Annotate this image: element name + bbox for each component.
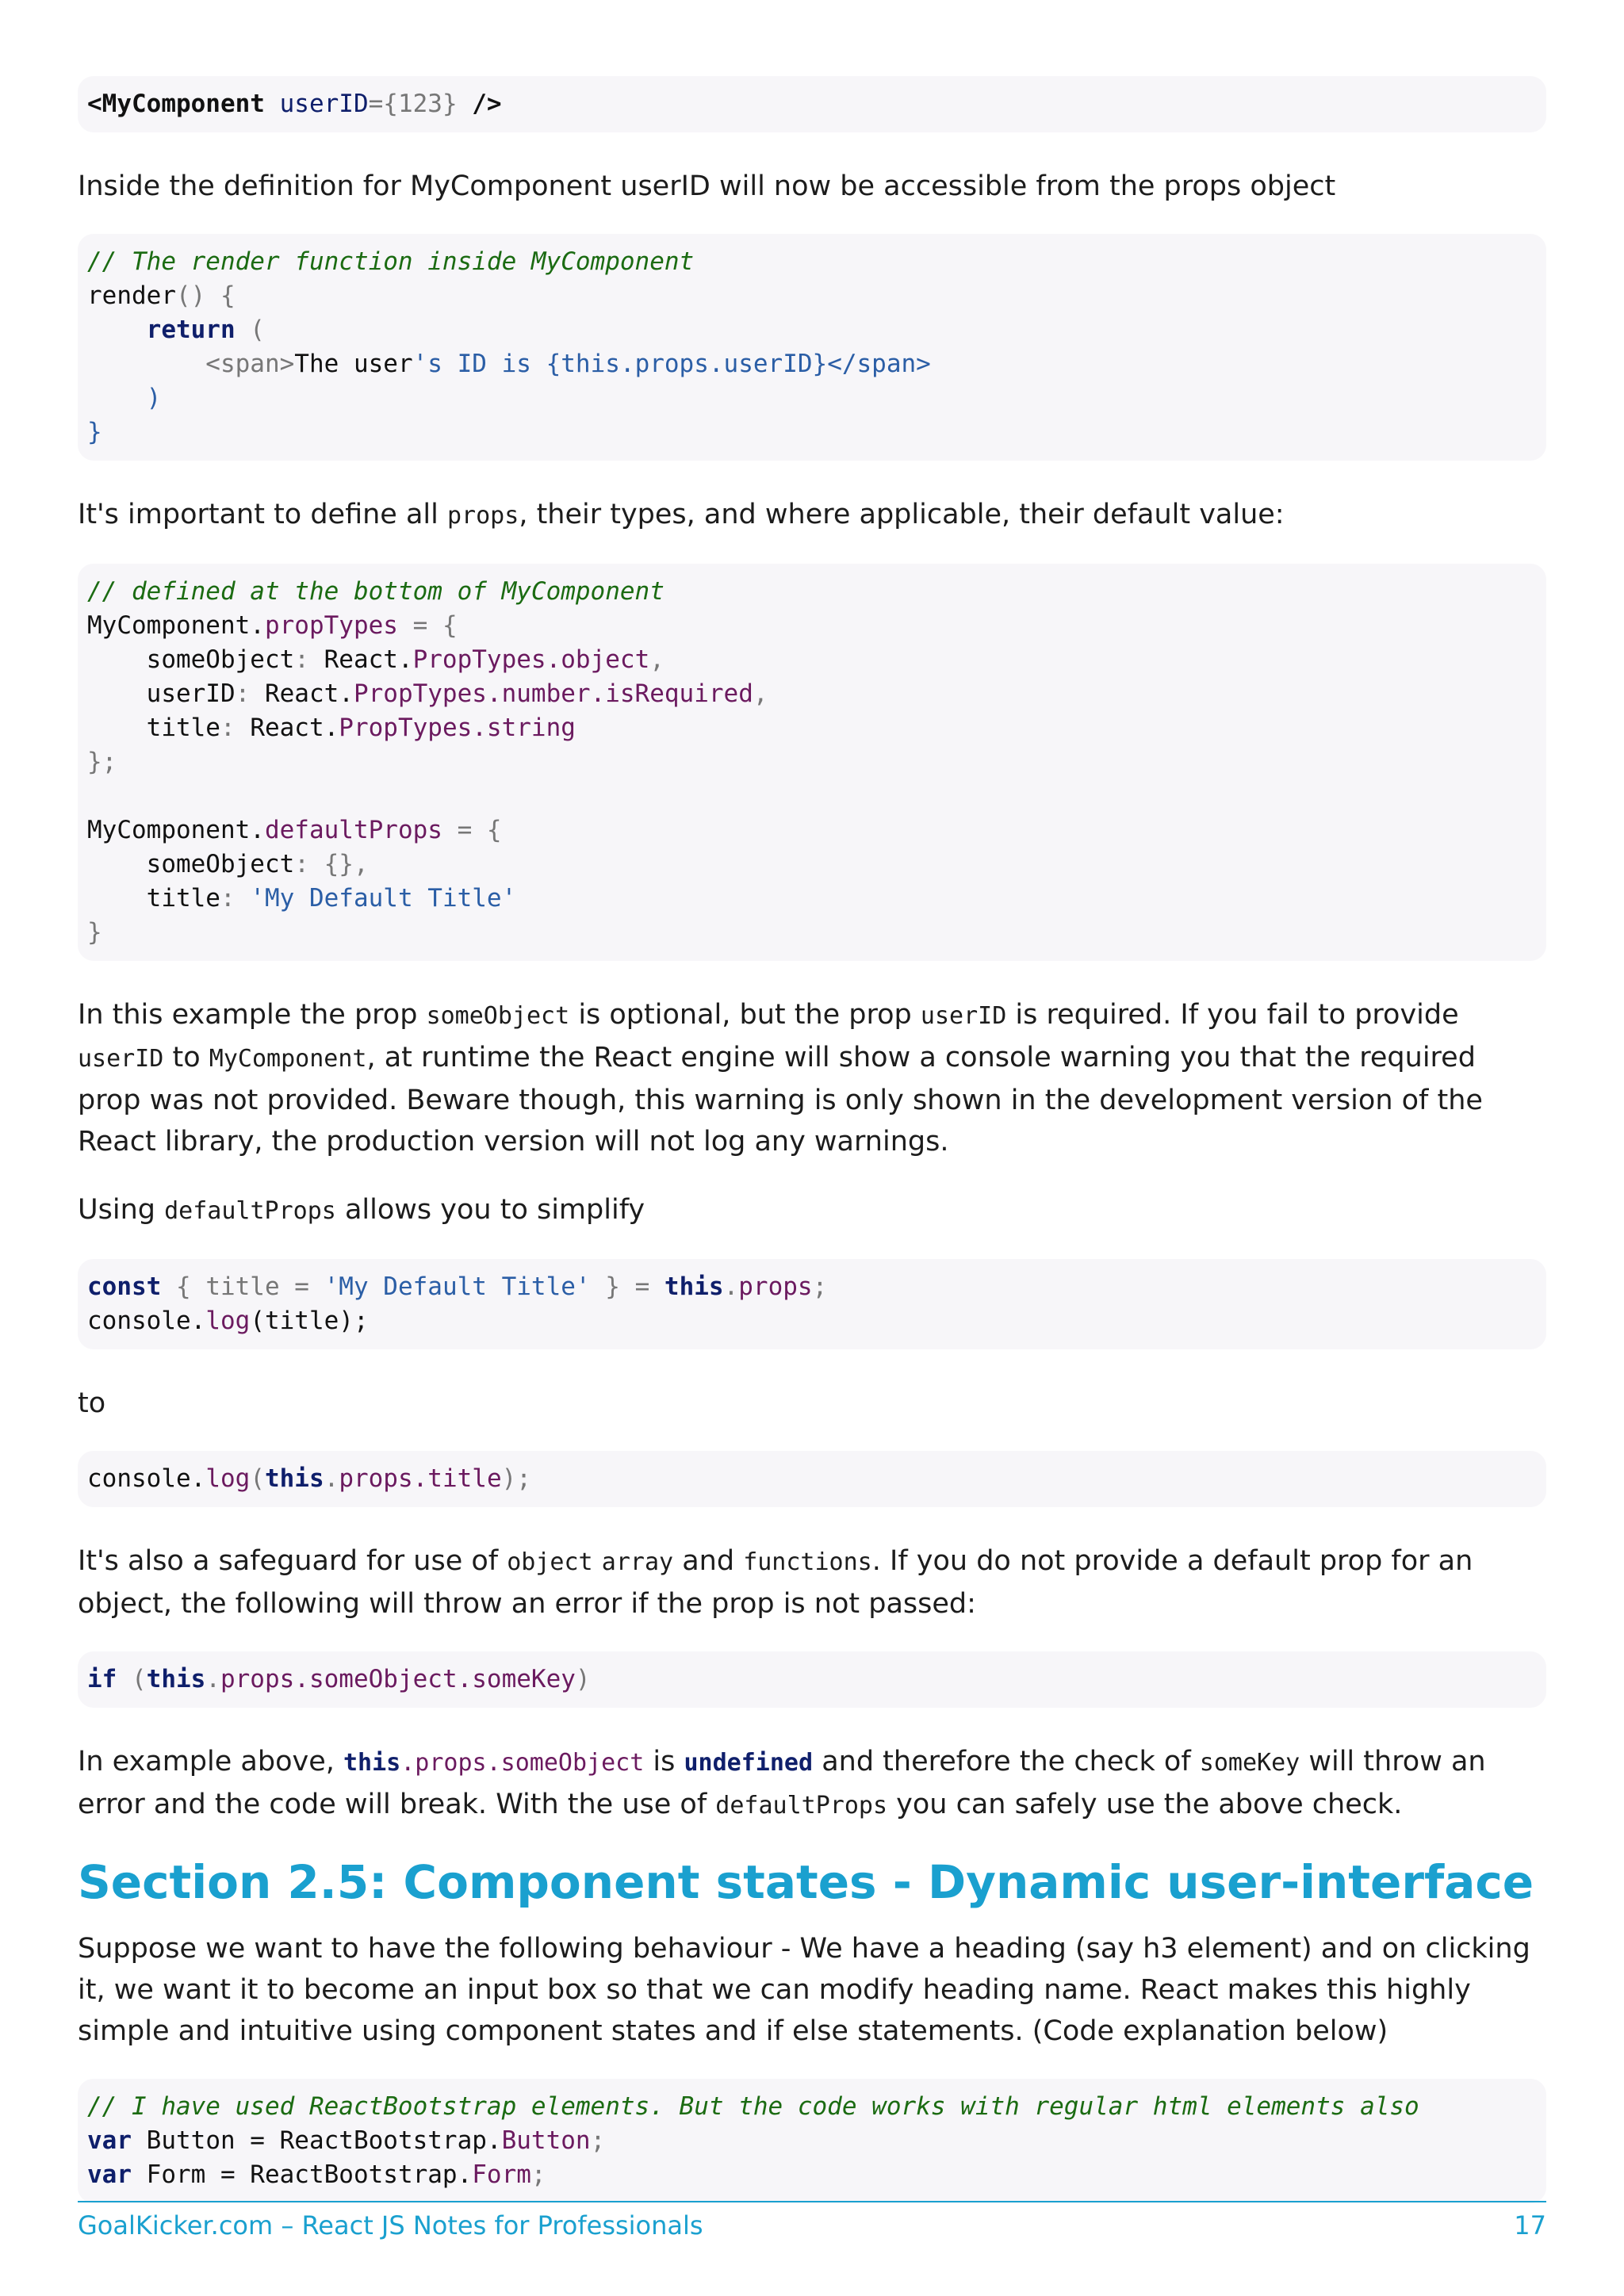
code-block-react-bootstrap: // I have used ReactBootstrap elements. But the code works with regular html elements also var Button = ReactBootstrap.Button; var Form = ReactBootstrap.Form; [78, 2079, 1546, 2203]
paragraph-defaultprops: Using defaultProps allows you to simplify [78, 1194, 645, 1226]
paragraph-safeguard: It's also a safeguard for use of object array and functions. If you do not provide a default prop for an object, the following will throw an error if the prop is not passed: [78, 1545, 1473, 1620]
paragraph-required-props: In this example the prop someObject is optional, but the prop userID is required. If you fail to provide userID to MyComponent, at runtime the React engine will show a console warning you that the required prop was not provided. Beware though, this warning is only shown in the development version of the React library, the production version will not log any warnings. [78, 999, 1483, 1158]
paragraph-define-props: It's important to define all props, their types, and where applicable, their default value: [78, 499, 1285, 530]
code-block-destructure: const { title = 'My Default Title' } = this.props; console.log(title); [78, 1259, 1546, 1349]
page-footer [78, 2201, 1546, 2241]
code-block-console-log: console.log(this.props.title); [78, 1451, 1546, 1507]
code-block-proptypes: // defined at the bottom of MyComponent MyComponent.propTypes = { someObject: React.PropTypes.object, userID: React.PropTypes.number.isRequired, title: React.PropTypes.string }; MyComponent.defaultProps = { someObject: {}, title: 'My Default Title' } [78, 564, 1546, 961]
section-heading: Section 2.5: Component states - Dynamic user-interface [78, 1855, 1534, 1909]
page-content [78, 76, 1546, 2237]
paragraph-to: to [78, 1387, 106, 1419]
paragraph-undefined-explanation: In example above, this.props.someObject is undefined and therefore the check of someKey will throw an error and the code will break. With the use of defaultProps you can safely use the above check. [78, 1746, 1486, 1820]
page-number: 17 [1514, 2210, 1546, 2241]
code-block-if-check: if (this.props.someObject.someKey) [78, 1651, 1546, 1708]
code-block-component-usage: <MyComponent userID={123} /> [78, 76, 1546, 132]
paragraph-behaviour: Suppose we want to have the following behaviour - We have a heading (say h3 element) and on clicking it, we want it to become an input box so that we can modify heading name. React makes this highly simple and intuitive using component states and if else statements. (Code explanation below) [78, 1933, 1530, 2047]
code-block-render: // The render function inside MyComponent render() { return ( <span>The user's ID is {this.props.userID}</span> ) } [78, 234, 1546, 461]
paragraph-props-access: Inside the definition for MyComponent userID will now be accessible from the props object [78, 170, 1336, 202]
footer-title: GoalKicker.com – React JS Notes for Professionals [78, 2210, 703, 2241]
